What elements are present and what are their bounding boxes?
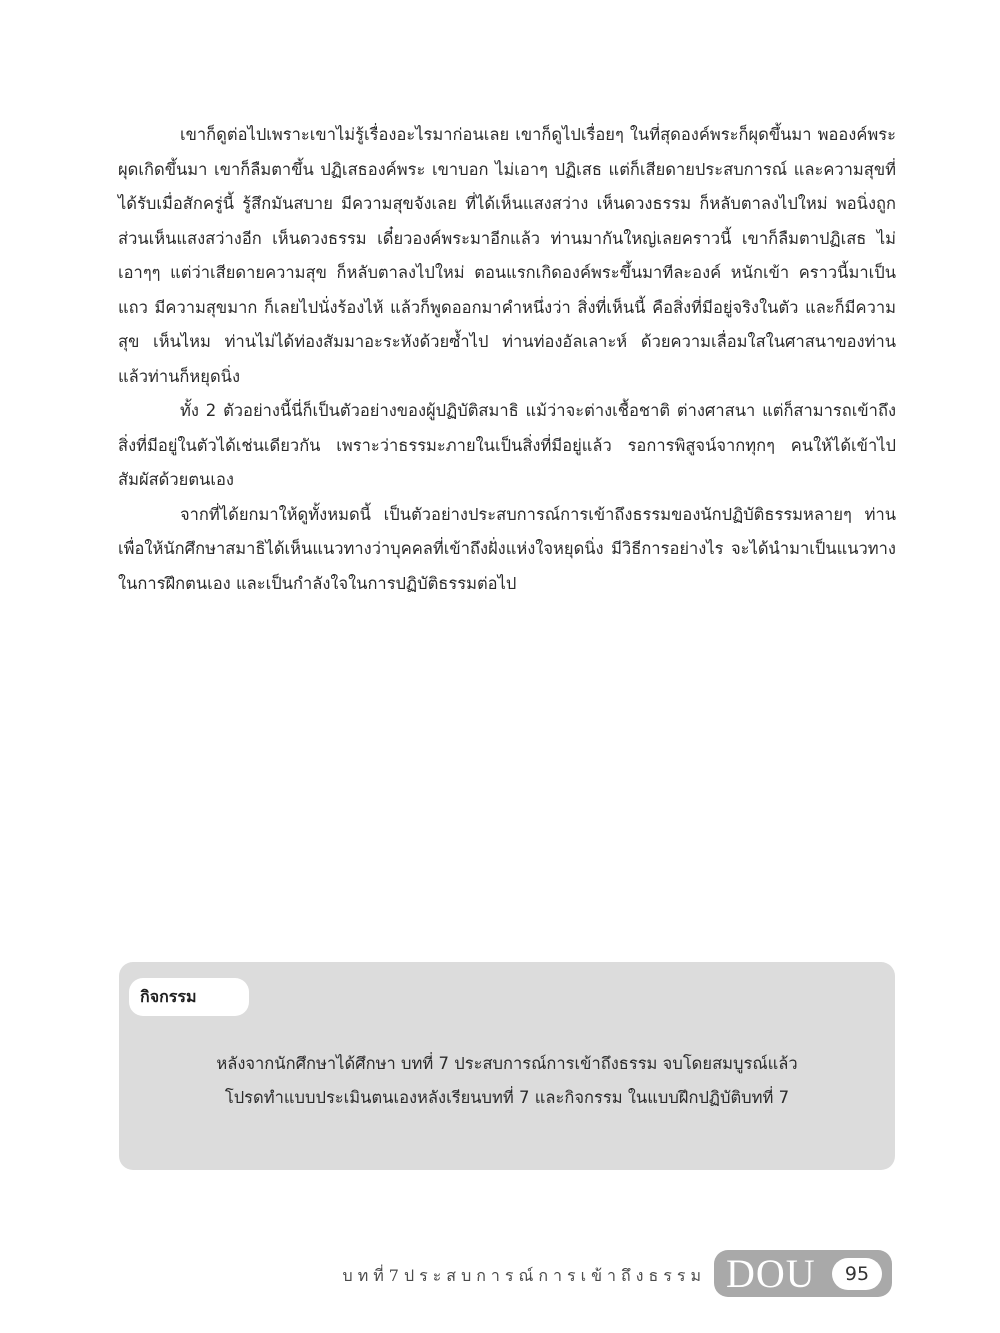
paragraph-2: ทั้ง 2 ตัวอย่างนี้นี่ก็เป็นตัวอย่างของผู้ปฏิบัติสมาธิ แม้ว่าจะต่างเชื้อชาติ ต่างศาสนา แต่ก็สามารถเข้าถึงสิ่งที่มีอยู่ในตัวได้เช่นเดียวกัน เพราะว่าธรรมะภายในเป็นสิ่งที่มีอยู่แล้ว รอการพิสูจน์จากทุกๆ คนให้ได้เข้าไปสัมผัสด้วยตนเอง xyxy=(118,401,896,489)
footer-badge xyxy=(714,1250,892,1297)
activity-label: กิจกรรม xyxy=(129,978,249,1016)
activity-instructions xyxy=(119,1047,895,1115)
activity-line-1: หลังจากนักศึกษาได้ศึกษา บทที่ 7 ประสบการณ์การเข้าถึงธรรม จบโดยสมบูรณ์แล้ว xyxy=(216,1054,798,1073)
page-footer xyxy=(0,1250,1000,1300)
activity-box xyxy=(119,962,895,1170)
page-number: 95 xyxy=(832,1258,882,1290)
body-text xyxy=(118,118,896,601)
paragraph-1: เขาก็ดูต่อไปเพราะเขาไม่รู้เรื่องอะไรมาก่อนเลย เขาก็ดูไปเรื่อยๆ ในที่สุดองค์พระก็ผุดขึ้นมา พอองค์พระผุดเกิดขึ้นมา เขาก็ลืมตาขึ้น ปฏิเสธองค์พระ เขาบอก ไม่เอาๆ ปฏิเสธ แต่ก็เสียดายประสบการณ์ และความสุขที่ได้รับเมื่อสักครู่นี้ รู้สึกมันสบาย มีความสุขจังเลย ที่ได้เห็นแสงสว่าง เห็นดวงธรรม ก็หลับตาลงไปใหม่ พอนิ่งถูกส่วนเห็นแสงสว่างอีก เห็นดวงธรรม เดี๋ยวองค์พระมาอีกแล้ว ท่านมากันใหญ่เลยคราวนี้ เขาก็ลืมตาปฏิเสธ ไม่เอาๆๆ แต่ว่าเสียดายความสุข ก็หลับตาลงไปใหม่ ตอนแรกเกิดองค์พระขึ้นมาทีละองค์ หนักเข้า คราวนี้มาเป็นแถว มีความสุขมาก ก็เลยไปนั่งร้องไห้ แล้วก็พูดออกมาคำหนึ่งว่า สิ่งที่เห็นนี้ คือสิ่งที่มีอยู่จริงในตัว และก็มีความสุข เห็นไหม ท่านไม่ได้ท่องสัมมาอะระหังด้วยซ้ำไป ท่านท่องอัลเลาะห์ ด้วยความเลื่อมใสในศาสนาของท่าน แล้วท่านก็หยุดนิ่ง xyxy=(118,125,896,386)
paragraph-3: จากที่ได้ยกมาให้ดูทั้งหมดนี้ เป็นตัวอย่างประสบการณ์การเข้าถึงธรรมของนักปฏิบัติธรรมหลายๆ ท่าน เพื่อให้นักศึกษาสมาธิได้เห็นแนวทางว่าบุคคลที่เข้าถึงฝั่งแห่งใจหยุดนิ่ง มีวิธีการอย่างไร จะได้นำมาเป็นแนวทางในการฝึกตนเอง และเป็นกำลังใจในการปฏิบัติธรรมต่อไป xyxy=(118,504,896,593)
chapter-title: บทที่7ประสบการณ์การเข้าถึงธรรม xyxy=(342,1266,706,1285)
activity-line-2: โปรดทำแบบประเมินตนเองหลังเรียนบทที่ 7 และกิจกรรม ในแบบฝึกปฏิบัติบทที่ 7 xyxy=(224,1088,790,1107)
dou-logo: DOU xyxy=(726,1251,816,1296)
